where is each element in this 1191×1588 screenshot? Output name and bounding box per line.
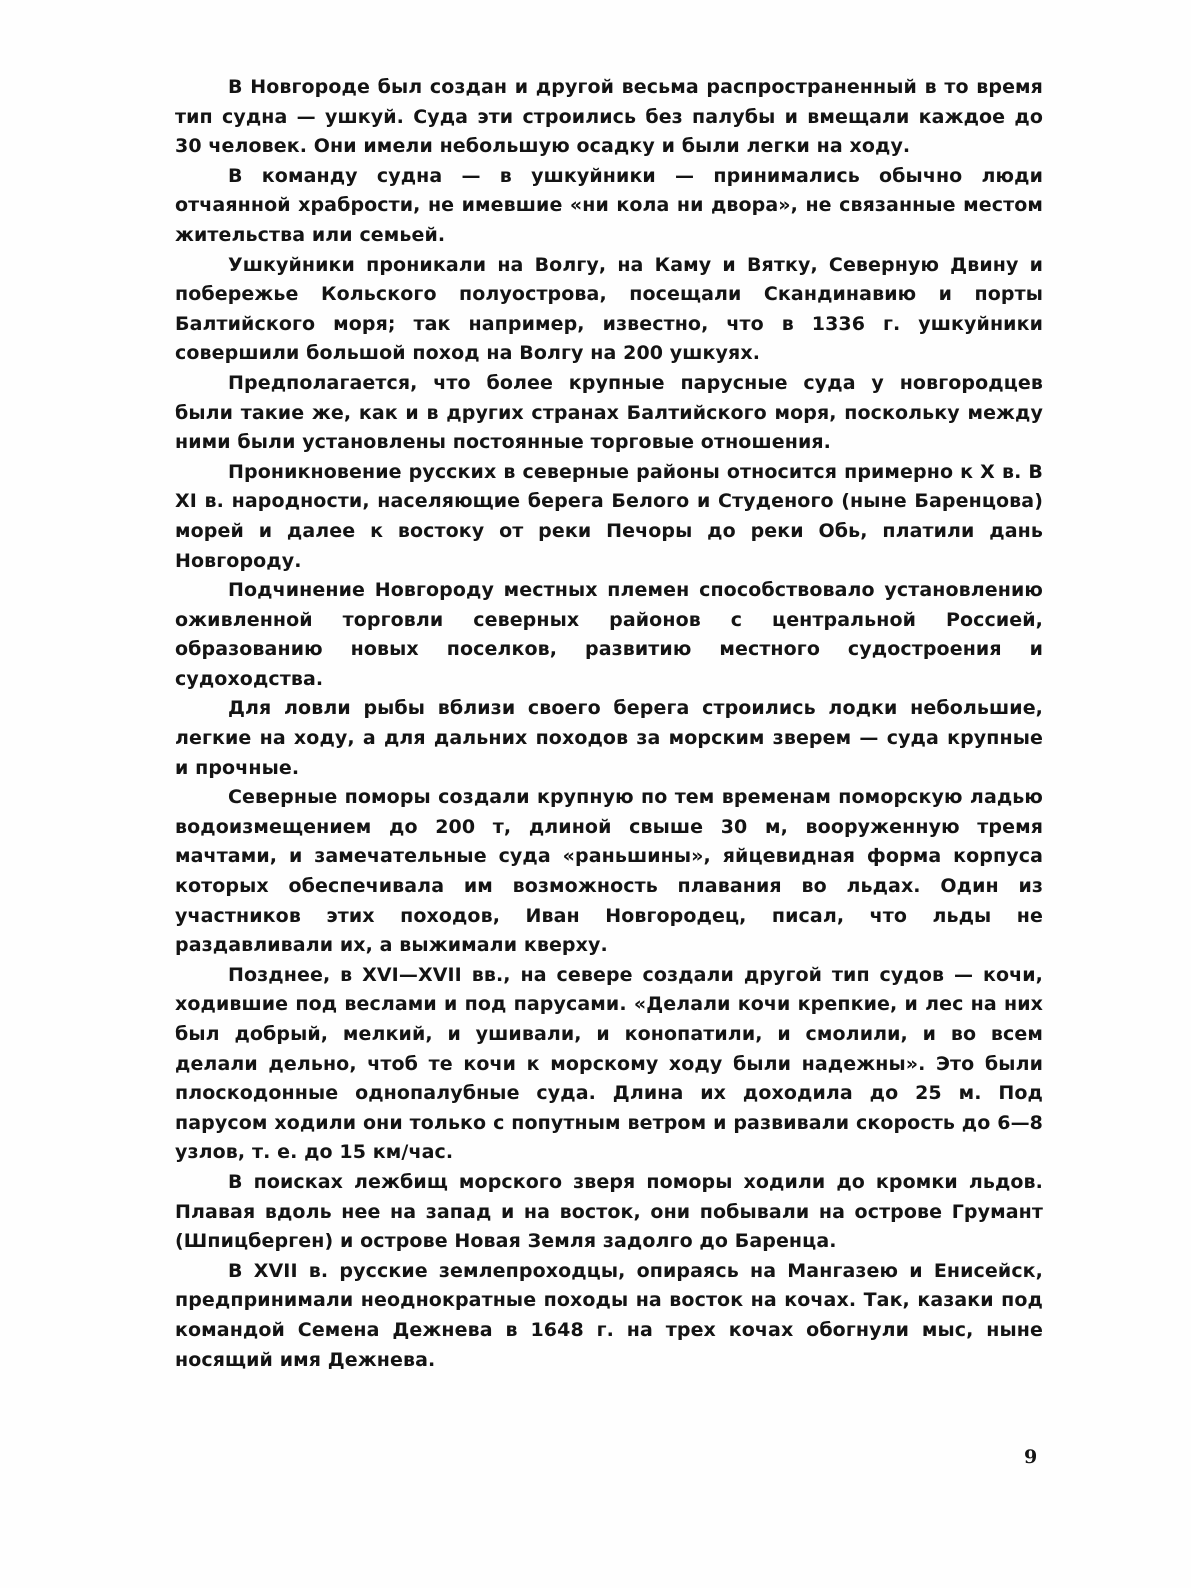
- paragraph-ushkuy-voyages: Ушкуйники проникали на Волгу, на Каму и Вятку, Северную Двину и побережье Кольского полуострова, посещали Скандинавию и порты Балтийского моря; так например, известно, что в 1336 г. ушкуйники совершили большой поход на Волгу на 200 ушкуях.: [175, 253, 1043, 365]
- paragraph-ushkuy-crew: В команду судна — в ушкуйники — принимались обычно люди отчаянной храбрости, не имевшие «ни кола ни двора», не связанные местом жительства или семьей.: [175, 164, 1043, 246]
- body-text: [175, 73, 1043, 1375]
- page-number: 9: [1024, 1446, 1038, 1468]
- paragraph-pomor-ladya: Северные поморы создали крупную по тем временам поморскую ладью водоизмещением до 200 т, длиной свыше 30 м, вооруженную тремя мачтами, и замечательные суда «раньшины», яйцевидная форма корпуса которых обеспечивала им возможность плавания во льдах. Один из участников этих походов, Иван Новгородец, писал, что льды не раздавливали их, а выжимали кверху.: [175, 786, 1043, 957]
- paragraph-kochi: Позднее, в XVI—XVII вв., на севере создали другой тип судов — кочи, ходившие под веслами и под парусами. «Делали кочи крепкие, и лес на них был добрый, мелкий, и ушивали, и конопатили, и смолили, и во всем делали дельно, чтоб те кочи к морскому ходу были надежны». Это были плоскодонные однопалубные суда. Длина их доходила до 25 м. Под парусом ходили они только с попутным ветром и развивали скорость до 6—8 узлов, т. е. до 15 км/час.: [175, 963, 1043, 1164]
- paragraph-dezhnev: В XVII в. русские землепроходцы, опираясь на Мангазею и Енисейск, предпринимали неоднократные походы на восток на кочах. Так, казаки под командой Семена Дежнева в 1648 г. на трех кочах обогнули мыс, ныне носящий имя Дежнева.: [175, 1259, 1043, 1371]
- paragraph-fishing-boats: Для ловли рыбы вблизи своего берега строились лодки небольшие, легкие на ходу, а для дальних походов за морским зверем — суда крупные и прочные.: [175, 697, 1043, 779]
- paragraph-northern-regions: Проникновение русских в северные районы относится примерно к X в. В XI в. народности, населяющие берега Белого и Студеного (ныне Баренцова) морей и далее к востоку от реки Печоры до реки Обь, платили дань Новгороду.: [175, 460, 1043, 572]
- paragraph-grumant: В поисках лежбищ морского зверя поморы ходили до кромки льдов. Плавая вдоль нее на запад и на восток, они побывали на острове Грумант (Шпицберген) и острове Новая Земля задолго до Баренца.: [175, 1170, 1043, 1253]
- paragraph-trade-development: Подчинение Новгороду местных племен способствовало установлению оживленной торговли северных районов с центральной Россией, образованию новых поселков, развитию местного судостроения и судоходства.: [175, 579, 1043, 690]
- paragraph-sailing-vessels: Предполагается, что более крупные парусные суда у новгородцев были такие же, как и в других странах Балтийского моря, поскольку между ними были установлены постоянные торговые отношения.: [175, 371, 1043, 454]
- paragraph-novgorod-ushkuy: В Новгороде был создан и другой весьма распространенный в то время тип судна — ушкуй. Суда эти строились без палубы и вмещали каждое до 30 человек. Они имели небольшую осадку и были легки на ходу.: [175, 76, 1043, 158]
